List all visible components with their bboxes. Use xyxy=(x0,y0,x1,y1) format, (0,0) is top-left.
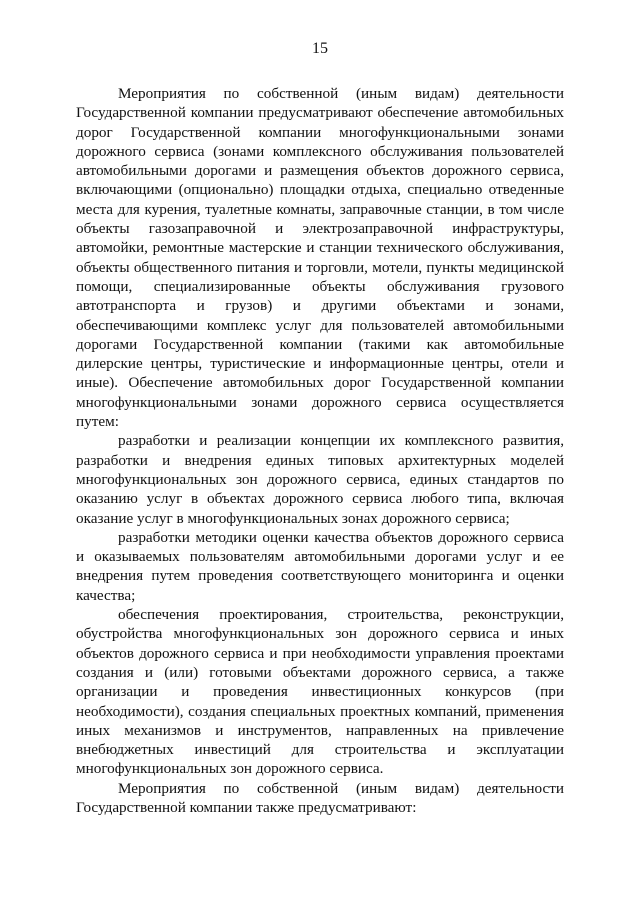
paragraph-3: разработки методики оценки качества объектов дорожного сервиса и оказываемых пользователям автомобильными дорогами услуг и ее внедрения путем проведения соответствующего мониторинга и оценки качества; xyxy=(76,528,564,604)
paragraph-2: разработки и реализации концепции их комплексного развития, разработки и внедрения единых типовых архитектурных моделей многофункциональных зон дорожного сервиса, единых стандартов по оказанию услуг в объектах дорожного сервиса любого типа, включая оказание услуг в многофункциональных зонах дорожного сервиса; xyxy=(76,432,564,527)
page-number: 15 xyxy=(312,40,328,57)
paragraph-4: обеспечения проектирования, строительства, реконструкции, обустройства многофункциональных зон дорожного сервиса и иных объектов дорожного сервиса и при необходимости управления проектами создания и (или) готовыми объектами дорожного сервиса, а также организации и проведения инвестиционных конкурсов (при необходимости), создания специальных проектных компаний, применения иных механизмов и инструментов, направленных на привлечение внебюджетных инвестиций для строительства и эксплуатации многофункциональных зон дорожного сервиса. xyxy=(76,606,564,778)
paragraph-1: Мероприятия по собственной (иным видам) деятельности Государственной компании предусматривают обеспечение автомобильных дорог Государственной компании многофункциональными зонами дорожного сервиса (зонами комплексного обслуживания пользователей автомобильными дорогами и размещения объектов дорожного сервиса, включающими (опционально) площадки отдыха, специально отведенные места для курения, туалетные комнаты, заправочные станции, в том числе объекты газозаправочной и электрозаправочной инфраструктуры, автомойки, ремонтные мастерские и станции технического обслуживания, объекты общественного питания и торговли, мотели, пункты медицинской помощи, специализированные объекты обслуживания грузового автотранспорта и грузов) и другими объектами и зонами, обеспечивающими комплекс услуг для пользователей автомобильными дорогами Государственной компании (такими как автомобильные дилерские центры, туристические и информационные центры, отели и иные). Обеспечение автомобильных дорог Государственной компании многофункциональными зонами дорожного сервиса осуществляется путем: xyxy=(76,85,564,431)
paragraph-5: Мероприятия по собственной (иным видам) деятельности Государственной компании также предусматривают: xyxy=(76,779,564,816)
document-body xyxy=(76,84,564,817)
